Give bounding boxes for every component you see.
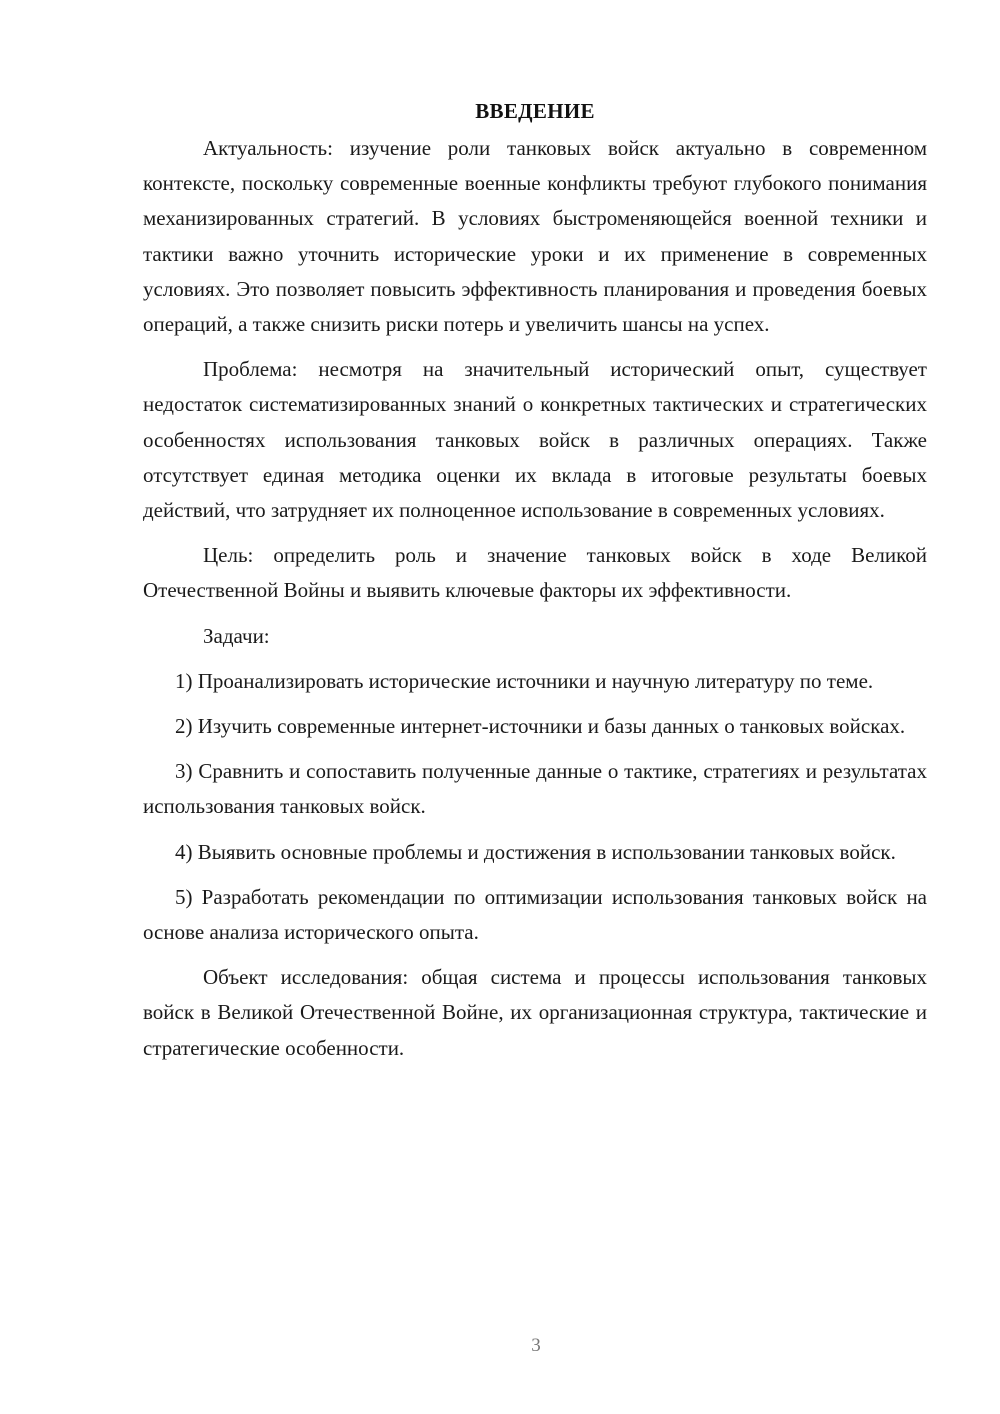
section-heading: ВВЕДЕНИЕ (475, 99, 595, 123)
task-item-1: 1) Проанализировать исторические источники и научную литературу по теме. (175, 668, 874, 693)
problem-paragraph: Проблема: несмотря на значительный исторический опыт, существует недостаток систематизированных знаний о конкретных тактических и стратегических особенностях использования танковых войск в различных операциях. Также отсутствует единая методика оценки их вклада в итоговые результаты боевых действий, что затрудняет их полноценное использование в современных условиях. (143, 357, 927, 523)
task-item-2: 2) Изучить современные интернет-источники и базы данных о танковых войсках. (175, 714, 906, 739)
task-item-4: 4) Выявить основные проблемы и достижения в использовании танковых войск. (175, 839, 896, 864)
relevance-paragraph: Актуальность: изучение роли танковых войск актуально в современном контексте, поскольку современные военные конфликты требуют глубокого понимания механизированных стратегий. В условиях быстроменяющейся военной техники и тактики важно уточнить исторические уроки и их применение в современных условиях. Это позволяет повысить эффективность планирования и проведения боевых операций, а также снизить риски потерь и увеличить шансы на успех. (143, 136, 927, 337)
goal-paragraph: Цель: определить роль и значение танковых войск в ходе Великой Отечественной Войны и выявить ключевые факторы их эффективности. (143, 543, 927, 603)
page-number: 3 (531, 1335, 541, 1356)
task-item-3: 3) Сравнить и сопоставить полученные данные о тактике, стратегиях и результатах использования танковых войск. (143, 759, 927, 819)
task-item-5: 5) Разработать рекомендации по оптимизации использования танковых войск на основе анализа исторического опыта. (143, 884, 927, 945)
object-paragraph: Объект исследования: общая система и процессы использования танковых войск в Великой Отечественной Войне, их организационная структура, тактические и стратегические особенности. (143, 965, 927, 1060)
tasks-label: Задачи: (203, 623, 270, 648)
page-content (143, 95, 927, 1076)
